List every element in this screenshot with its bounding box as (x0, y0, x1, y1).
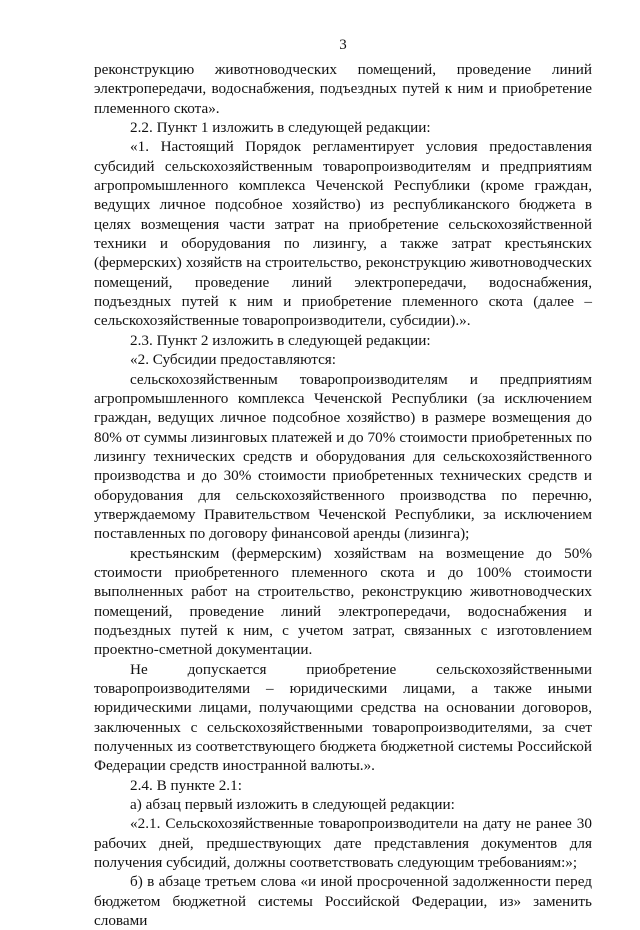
paragraph: а) абзац первый изложить в следующей редакции: (130, 796, 455, 814)
paragraph: сельскохозяйственным товаропроизводителям и предприятиям агропромышленного комплекса Чеченской Республики (за исключением граждан, ведущих личное подсобное хозяйство) в размере возмещения до 80% от суммы лизинговых платежей и до 70% стоимости приобретенных по лизингу технических средств и оборудования для сельскохозяйственного производства и до 30% стоимости приобретенных технических средств и оборудования для сельскохозяйственного производства по перечню, утверждаемому Правительством Чеченской Республики, за исключением поставленных по договору финансовой аренды (лизинга); (94, 370, 592, 543)
paragraph: крестьянским (фермерским) хозяйствам на возмещение до 50% стоимости приобретенного племенного скота и до 100% стоимости выполненных работ на строительство, реконструкцию животноводческих помещений, проведение линий электропередачи, водоснабжения и подъездных путей к ним, с учетом затрат, связанных с изготовлением проектно-сметной документации. (94, 544, 592, 659)
document-body (94, 60, 592, 930)
paragraph: реконструкцию животноводческих помещений, проведение линий электропередачи, водоснабжения, подъездных путей к ним и приобретение племенного скота». (94, 61, 592, 117)
paragraph: 2.4. В пункте 2.1: (130, 776, 242, 794)
paragraph: Не допускается приобретение сельскохозяйственными товаропроизводителями – юридическими лицами, а также иными юридическими лицами, получающими средства на основании договоров, заключенных с сельскохозяйственными товаропроизводителями, за счет полученных из соответствующего бюджета бюджетной системы Российской Федерации средств иностранной валюты.». (94, 660, 592, 775)
paragraph: «1. Настоящий Порядок регламентирует условия предоставления субсидий сельскохозяйственным товаропроизводителям и предприятиям агропромышленного комплекса Чеченской Республики (кроме граждан, ведущих личное подсобное хозяйство) из республиканского бюджета в целях возмещения части затрат на приобретение сельскохозяйственной техники и оборудования по лизингу, а также затрат крестьянских (фермерских) хозяйств на строительство, реконструкцию животноводческих помещений, проведение линий электропередачи, водоснабжения, подъездных путей к ним и приобретение племенного скота (далее – сельскохозяйственные товаропроизводители, субсидии).». (94, 138, 592, 330)
page-number: 3 (339, 37, 347, 53)
paragraph: «2.1. Сельскохозяйственные товаропроизводители на дату не ранее 30 рабочих дней, предшествующих дате представления документов для получения субсидий, должны соответствовать следующим требованиям:»; (94, 815, 592, 872)
paragraph: б) в абзаце третьем слова «и иной просроченной задолженности перед бюджетом бюджетной системы Российской Федерации, из» заменить словами (94, 873, 592, 930)
paragraph: 2.2. Пункт 1 изложить в следующей редакции: (130, 119, 431, 137)
paragraph: 2.3. Пункт 2 изложить в следующей редакции: (130, 331, 431, 349)
paragraph: «2. Субсидии предоставляются: (130, 351, 337, 369)
